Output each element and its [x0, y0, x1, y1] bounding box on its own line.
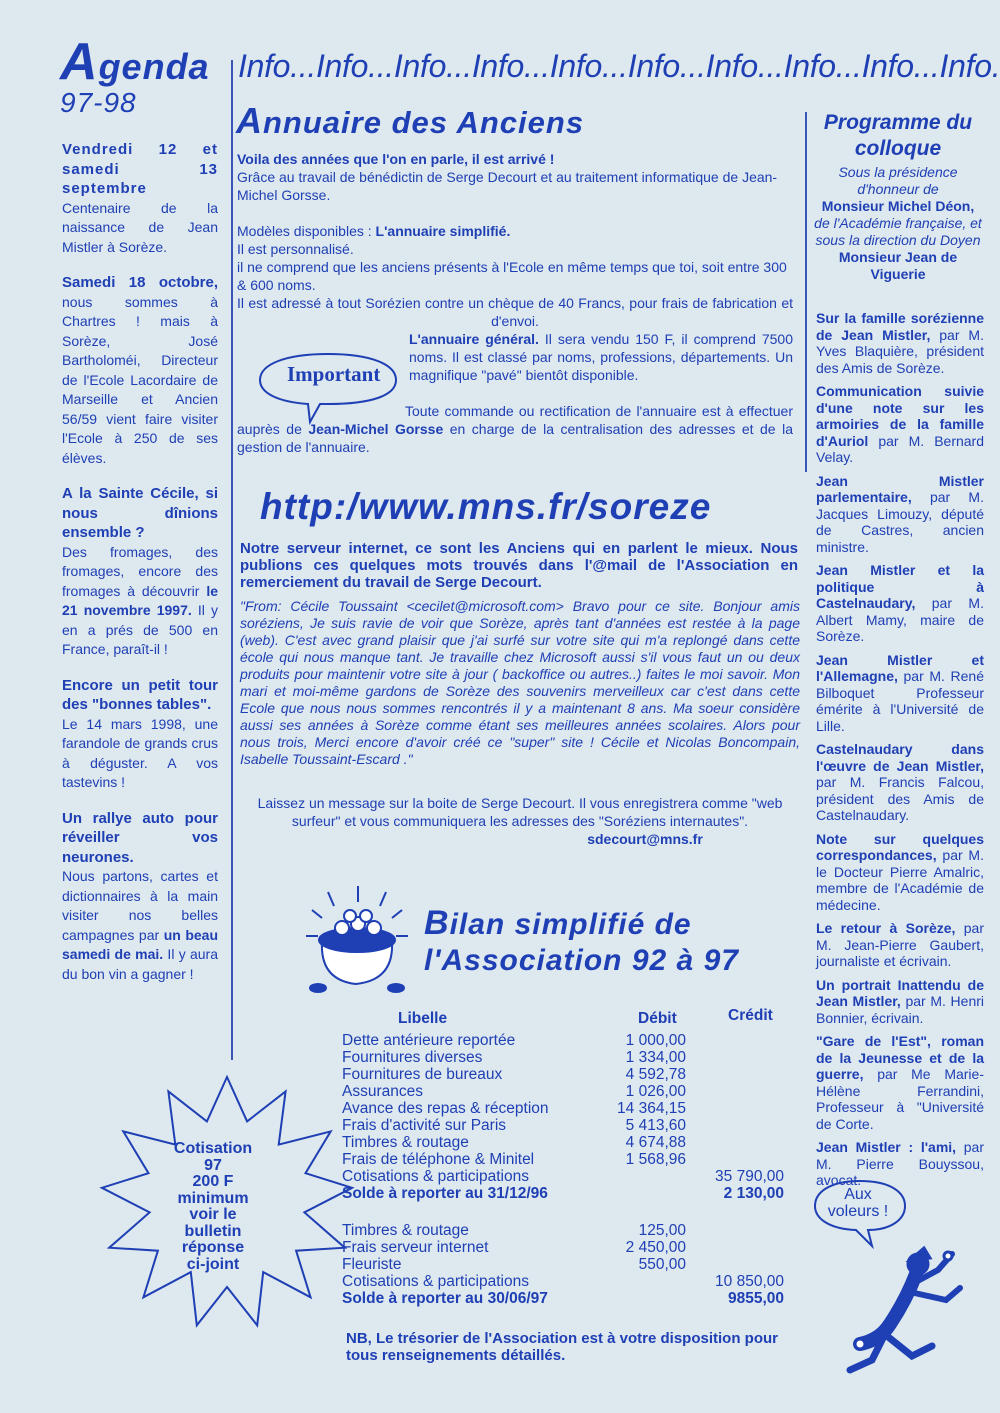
- agenda-item: Vendredi 12 et samedi 13 septembre Centenaire de la naissance de Jean Mistler à Sorèze.: [62, 141, 218, 255]
- table-row: Frais serveur internet 2 450,00: [342, 1239, 686, 1256]
- voleurs-text: Aux voleurs !: [827, 1186, 889, 1220]
- table-row: Timbres & routage 125,00: [342, 1222, 686, 1239]
- list-item: Sur la famille sorézienne de Jean Mistler, par M. Yves Blaquière, président des Amis de Sorèze.: [816, 310, 984, 376]
- web-intro: Notre serveur internet, ce sont les Anciens qui en parlent le mieux. Nous publions ces quelques mots trouvés dans l'@mail de l'Association en remerciement du travail de Serge Decourt.: [240, 540, 798, 591]
- list-item: Jean Mistler : l'ami, par M. Pierre Bouyssou, avocat.: [816, 1139, 984, 1188]
- table-row: Fournitures de bureaux 4 592,78: [342, 1066, 686, 1083]
- table-row: Frais de téléphone & Minitel 1 568,96: [342, 1151, 686, 1168]
- annuaire-lead: Voila des années que l'on en parle, il est arrivé !: [237, 151, 555, 167]
- agenda-item: Encore un petit tour des "bonnes tables". Le 14 mars 1998, une farandole de grands crus à déguster. A vos tastevins !: [62, 676, 218, 790]
- left-column-rule: [231, 60, 233, 1060]
- list-item: "Gare de l'Est", roman de la Jeunesse et de la guerre, par Me Marie-Hélène Ferrandini, Professeur à "Université de Corte.: [816, 1033, 984, 1132]
- list-item: Jean Mistler et la politique à Castelnaudary, par M. Albert Mamy, maire de Sorèze.: [816, 562, 984, 644]
- table-row: Fournitures diverses 1 334,00: [342, 1049, 686, 1066]
- website-url: http:/www.mns.fr/soreze: [260, 486, 712, 527]
- right-column-rule: [805, 112, 807, 472]
- agenda-item: A la Sainte Cécile, si nous dînions ensemble ? Des fromages, des fromages, encore des fromages à découvrir le 21 novembre 1997. Il y en a prés de 500 en France, paraît-il !: [62, 485, 219, 657]
- programme-list: [816, 310, 984, 1196]
- agenda-item: Samedi 18 octobre, nous sommes à Chartres ! mais à Sorèze, José Bartholoméi, Directeur de l'Ecole Lacordaire de Marseille et Ancien 56/59 vient faire visiter l'Ecole à 250 de ses élèves.: [62, 274, 218, 466]
- list-item: Jean Mistler parlementaire, par M. Jacques Limouzy, député de Castres, ancien ministre.: [816, 472, 984, 555]
- treasurer-note: NB, Le trésorier de l'Association est à votre disposition pour tous renseignements détaillés.: [346, 1330, 778, 1364]
- cotisation-badge: Cotisation 97 200 F minimum voir le bulletin réponse ci-joint: [173, 1140, 253, 1273]
- annuaire-title: Annuaire des Anciens: [236, 100, 585, 141]
- info-header: Info...Info...Info...Info...Info...Info...Info...Info...Info...Info.: [238, 48, 1000, 84]
- ledger-header: Libelle Débit Crédit: [398, 1007, 773, 1027]
- list-item: Le retour à Sorèze, par M. Jean-Pierre Gaubert, journaliste et écrivain.: [816, 920, 985, 969]
- table-row: Fleuriste 550,00: [342, 1256, 686, 1273]
- agenda-item: Un rallye auto pour réveiller vos neurones. Nous partons, cartes et dictionnaires à la main visiter nos belles campagnes par un beau samedi de mai. Il y aura du bon vin a gagner !: [62, 809, 218, 982]
- agenda-title: Agenda 97-98: [60, 33, 210, 118]
- list-item: Un portrait Inattendu de Jean Mistler, par M. Henri Bonnier, écrivain.: [816, 976, 984, 1026]
- table-row: Avance des repas & réception 14 364,15: [342, 1100, 686, 1117]
- table-row: Frais d'activité sur Paris 5 413,60: [342, 1117, 686, 1134]
- coin-pot-icon: [298, 880, 416, 998]
- contact-email: sdecourt@mns.fr: [587, 831, 703, 847]
- important-label: Important: [287, 362, 381, 386]
- list-item: Communication suivie d'une note sur les armoiries de la famille d'Auriol par M. Bernard Velay.: [816, 383, 984, 465]
- table-row: Assurances 1 026,00: [342, 1083, 686, 1100]
- agenda-column: [62, 140, 218, 1000]
- list-item: Note sur quelques correspondances, par M. le Docteur Pierre Amalric, membre de l'Académie de médecine.: [816, 830, 984, 913]
- ledger-table: [342, 1007, 812, 1307]
- table-row: Cotisations & participations 35 790,00: [342, 1168, 784, 1185]
- table-row: Timbres & routage 4 674,88: [342, 1134, 686, 1151]
- solde-row: Solde à reporter au 30/06/97 9855,00: [342, 1290, 784, 1307]
- programme-intro: Sous la présidence d'honneur de Monsieur Michel Déon, de l'Académie française, et sous la direction du Doyen Monsieur Jean de Viguerie: [814, 164, 982, 282]
- fleeing-thief-icon: [820, 1240, 980, 1390]
- bilan-title: Bilan simplifié de l'Association 92 à 97: [424, 904, 739, 977]
- table-row: Dette antérieure reportée 1 000,00: [342, 1032, 686, 1049]
- email-quote: "From: Cécile Toussaint <cecilet@microsoft.com> Bravo pour ce site. Bonjour amis soréziens, Je suis ravie de voir que Sorèze, après tant d'années est restée à la page (web). C'est avec grand plaisir que j'ai surfé sur votre site qui m'a replongé dans cette école qui nous manque tant. Je travaille chez Microsoft aussi s'il vous faut un ou deux produits pour maintenir votre site à jour ( backoffice ou autres..) faites le moi savoir. Mon mari et moi-même gardons de Sorèze des souvenirs merveilleux car c'est dans cette Ecole que nous nous sommes rencontrés il y a maintenant 8 ans. Ma soeur considère aussi ses années à Sorèze comme étant ses meilleures années scolaires. Alors pour nous trois, Merci encore d'avoir créé ce "super" site ! Cécile et Nicolas Boncompain, Isabelle Toussaint-Escard .": [240, 598, 800, 767]
- solde-row: Solde à reporter au 31/12/96 2 130,00: [342, 1185, 784, 1202]
- list-item: Castelnaudary dans l'œuvre de Jean Mistler, par M. Francis Falcou, président des Amis de Castelnaudary.: [816, 741, 984, 823]
- programme-title: Programme du colloque: [823, 111, 973, 160]
- table-row: Cotisations & participations 10 850,00: [342, 1273, 784, 1290]
- annuaire-body: Voila des années que l'on en parle, il est arrivé ! Grâce au travail de bénédictin de Serge Decourt et au traitement informatique de Jean-Michel Gorsse. Modèles disponibles : L'annuaire simplifié. Il est personnalisé. il ne comprend que les anciens présents à l'Ecole en même temps que toi, soit entre 300 & 600 noms. Il est adressé à tout Sorézien contre un chèque de 40 Francs, pour frais de fabrication et d'envoi. L'annuaire général. Il sera vendu 150 F, il comprend 7500 noms. Il est classé par noms, professions, départements. Un magnifique "pavé" bientôt disponible. Toute commande ou rectification de l'annuaire est à effectuer auprès de Jean-Michel Gorsse en charge de la centralisation des adresses et de la gestion de l'annuaire.: [237, 151, 793, 455]
- web-message: Laissez un message sur la boite de Serge Decourt. Il vous enregistrera comme "web surfeur" et vous communiquera les adresses des "Soréziens internautes". sdecourt@mns.fr: [240, 794, 800, 848]
- list-item: Jean Mistler et l'Allemagne, par M. René Bilboquet Professeur émérite à l'Université de Lille.: [816, 651, 984, 734]
